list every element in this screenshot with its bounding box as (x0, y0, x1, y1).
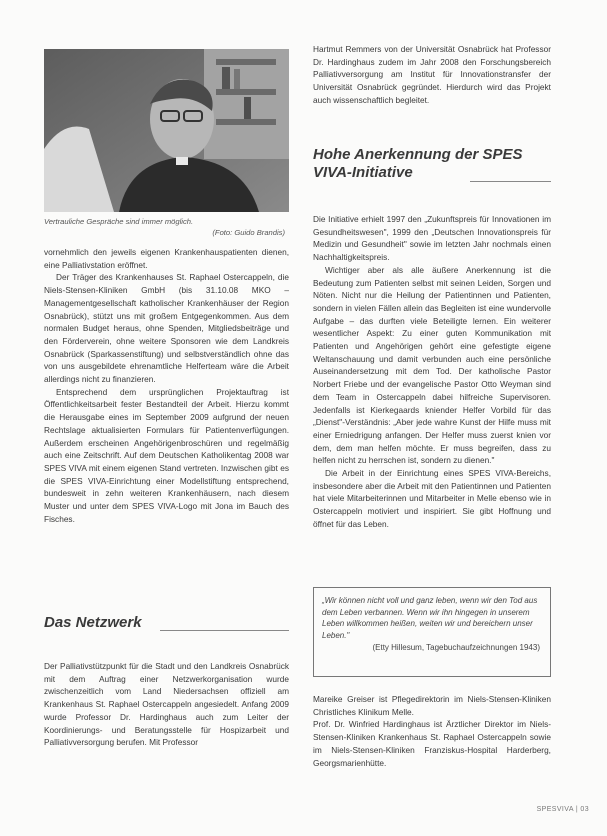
heading-rule (160, 630, 289, 631)
quote-text: „Wir können nicht voll und ganz leben, wenn wir den Tod aus dem Leben verbannen. Wenn wir ihn hingegen in unserem Leben willkommen heißen, weiten wir und bereichern unser Leben." (322, 596, 538, 640)
page-footer: SPESVIVA | 03 (536, 806, 589, 813)
heading-rule (470, 181, 551, 182)
portrait-illustration (44, 49, 289, 212)
paragraph: Wichtiger aber als alle äußere Anerkennung ist die Bedeutung zum Patienten selbst mit seinen Leiden, Sorgen und Nöten. Nicht nur die Heilung der Patientinnen und Patienten, sondern in vielen Fällen allein das Begleiten ist eine wundervolle Aufgabe – das durften viele Beteiligte lernen. Ein weiterer wesentlicher Aspekt: Zu einer guten Kommunikation mit Patienten und Angehörigen gehört eine gefestigte eigene Weltanschauung und damit verbunden auch eine persönliche Auseinandersetzung mit dem Tod. Der katholische Pastor Norbert Friebe und der evangelische Pastor Otto Weyman sind dem Team in Ostercappeln dabei hilfreiche Supervisoren. Jedenfalls ist Kierkegaards kniender Helfer Vorbild für das „Dienst"-Verständnis: „Aber jede wahre Kunst der Hilfe muss mit einer Erniedrigung anfangen. Der Helfer muss zuerst knien vor dem, dem man helfen möchte. Er muss begreifen, dass zu helfen nicht zu herrschen ist, sondern zu dienen." (313, 264, 551, 466)
right-column-text-mid (313, 213, 551, 531)
author-note: Prof. Dr. Winfried Hardinghaus ist Ärztlicher Direktor im Niels-Stensen-Kliniken Krankenhaus St. Raphael Ostercappeln sowie im Niels-Stensen-Kliniken Franziskus-Hospital Harderberg, Georgsmarienhütte. (313, 719, 551, 768)
heading-line: VIVA-Initiative (313, 164, 413, 181)
photo (44, 49, 289, 212)
quote-box (313, 587, 551, 677)
section-heading-netzwerk: Das Netzwerk (44, 614, 142, 631)
right-column-text-top (313, 43, 551, 107)
photo-credit: (Foto: Guido Brandis) (212, 228, 285, 237)
paragraph: vornehmlich den jeweils eigenen Krankenhauspatienten dienen, eine Palliativstation eröffnet. (44, 247, 289, 270)
paragraph: Die Arbeit in der Einrichtung eines SPES VIVA-Bereichs, insbesondere aber die Arbeit mit den Patientinnen und Patienten hat viele Mitarbeiterinnen und Mitarbeiter in Melle ebenso wie in Ostercappeln motiviert und inspiriert. Sie gibt Hoffnung und öffnet für das Leben. (313, 468, 551, 529)
right-column-text-bottom (313, 693, 551, 769)
quote-source: (Etty Hillesum, Tagebuchaufzeichnungen 1943) (372, 643, 540, 652)
paragraph: Der Palliativstützpunkt für die Stadt und den Landkreis Osnabrück mit dem Auftrag einer Netzwerkorganisation wurde zwischenzeitlich vom Land Niedersachsen offiziell am Krankenhaus St. Raphael Ostercappeln angesiedelt. Anfang 2009 wurde Professor Dr. Hardinghaus auch zum Leiter der Koordinierungs- und Beratungsstelle für Hospizarbeit und Palliativversorgung berufen. Mit Professor (44, 661, 289, 748)
author-note: Mareike Greiser ist Pflegedirektorin im Niels-Stensen-Kliniken Christliches Klinikum Melle. (313, 694, 551, 717)
paragraph: Die Initiative erhielt 1997 den „Zukunftspreis für Innovationen im Gesundheitswesen", 1999 den „Deutschen Innovationspreis für Medizin und Gesundheit" sowie im letzten Jahr nochmals einen Nachhaltigkeitspreis. (313, 214, 551, 263)
left-column-text-top (44, 246, 289, 525)
paragraph: Entsprechend dem ursprünglichen Projektauftrag ist Öffentlichkeitsarbeit fester Bestandteil der Arbeit. Hierzu kommt die Herausgabe eines im September 2009 aufgrund der neuen Rechtslage aktualisierten Formulars für Patientenverfügungen. Außerdem erscheinen Angehörigenbroschüren und regelmäßig auch eine Zeitschrift. Auf dem Deutschen Katholikentag 2008 war SPES VIVA mit einem eigenen Stand vertreten. Inzwischen gibt es die SPES VIVA-Einrichtung einer Modellstiftung entsprechend, bundesweit in zehn weiteren Krankenhäusern, nach diesem Muster und unter dem SPES VIVA-Logo mit Jona im Bauch des Fisches. (44, 386, 289, 524)
paragraph: Der Träger des Krankenhauses St. Raphael Ostercappeln, die Niels-Stensen-Kliniken GmbH (bis 31.10.08 MKO – Managementgesellschaft katholischer Krankenhäuser der Region Osnabrück), stützt uns mit großem Entgegenkommen. Aus dem normalen Budget heraus, ohne Spenden, Mitgliedsbeiträge und den Förderverein, ohne weitere Sponsoren wie dem Landkreis Osnabrück (Sparkassenstiftung) und selbstverständlich ohne das von uns ausgebildete ehrenamtliche Helferteam wäre die Arbeit allerdings nicht zu finanzieren. (44, 272, 289, 385)
heading-line: Hohe Anerkennung der SPES (313, 146, 523, 163)
section-heading-anerkennung (313, 146, 522, 182)
paragraph: Hartmut Remmers von der Universität Osnabrück hat Professor Dr. Hardinghaus zudem im Jahr 2008 den Forschungsbereich Palliativversorgung am Institut für Innovationstransfer der Universität Osnabrück gegründet. Hierdurch wird das Projekt auch wissenschaftlich begleitet. (313, 44, 551, 105)
caption-text: Vertrauliche Gespräche sind immer möglich. (44, 217, 194, 226)
photo-caption (44, 216, 289, 238)
left-column-text-bottom (44, 660, 289, 749)
